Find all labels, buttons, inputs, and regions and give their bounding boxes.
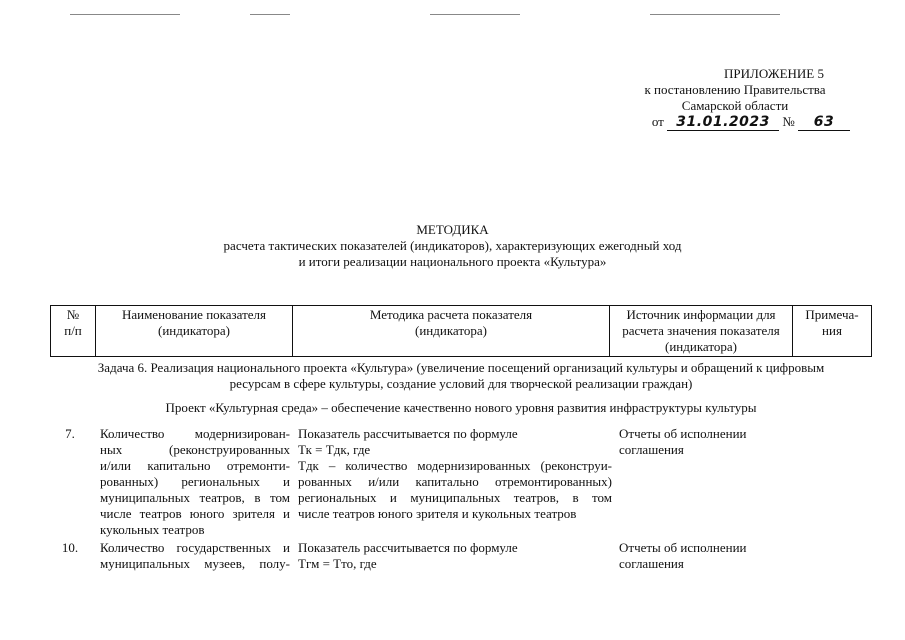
header-source-line: расчета значения показателя [622, 323, 780, 338]
header-name [96, 306, 293, 357]
project-text: Проект «Культурная среда» – обеспечение качественно нового уровня развития инфраструктуры культуры [165, 400, 757, 415]
text-line: Показатель рассчитывается по формуле [298, 426, 518, 441]
text-line: Тдк – количество модернизированных (реконструи- [298, 458, 612, 473]
text-line: Отчеты об исполнении [619, 426, 747, 441]
row-number: 10. [61, 540, 79, 555]
text-line: соглашения [619, 442, 684, 457]
text-line: ных (реконструированных [100, 442, 290, 457]
text-line: числе театров юного зрителя и кукольных театров [298, 506, 577, 521]
appendix-date-line [620, 114, 850, 131]
text-line: Отчеты об исполнении [619, 540, 747, 555]
row-indicator-name [100, 540, 290, 572]
text-line: и/или капитально отремонти- [100, 458, 290, 473]
formula-line: Тк = Тдк, где [298, 442, 371, 457]
document-title: МЕТОДИКА [416, 222, 489, 237]
header-source-line: (индикатора) [665, 339, 737, 354]
text-line: Количество государственных и [100, 540, 290, 555]
row-source [619, 540, 799, 572]
header-num-line: № [66, 307, 80, 322]
row-method [298, 540, 612, 572]
text-line: Количество модернизирован- [100, 426, 290, 441]
row-number: 7. [65, 426, 75, 441]
text-line: муниципальных театров, в том [100, 490, 290, 505]
task-line-1: Задача 6. Реализация национального проекта «Культура» (увеличение посещений организаций культуры и обращений к цифровым [97, 360, 825, 375]
formula-line: Тгм = Тто, где [298, 556, 377, 571]
date-value: 31.01.2023 [667, 115, 779, 131]
header-source [610, 306, 793, 357]
header-source-line: Источник информации для [626, 307, 776, 322]
text-line: рованных и/или капитально отремонтированных) [298, 474, 612, 489]
header-method-line: Методика расчета показателя [369, 307, 533, 322]
task-line-2: ресурсам в сфере культуры, создание условий для творческой реализации граждан) [229, 376, 693, 391]
header-num [51, 306, 96, 357]
scan-artifact-line [650, 14, 780, 15]
number-prefix: № [782, 114, 795, 129]
row-method [298, 426, 612, 522]
header-note-line: ния [822, 323, 842, 338]
header-note-line: Примеча- [805, 307, 859, 322]
document-subtitle-line-1: расчета тактических показателей (индикаторов), характеризующих ежегодный ход [223, 238, 682, 253]
text-line: кукольных театров [100, 522, 205, 537]
header-num-line: п/п [64, 323, 82, 338]
document-title-block [0, 222, 905, 270]
appendix-title: ПРИЛОЖЕНИЕ 5 [724, 66, 824, 81]
text-line: муниципальных музеев, полу- [100, 556, 290, 571]
header-note [793, 306, 872, 357]
appendix-line-1: к постановлению Правительства [644, 82, 826, 97]
header-method-line: (индикатора) [415, 323, 487, 338]
document-subtitle-line-2: и итоги реализации национального проекта «Культура» [298, 254, 607, 269]
text-line: числе театров юного зрителя и [100, 506, 290, 521]
header-method [293, 306, 610, 357]
text-line: рованных) региональных и [100, 474, 290, 489]
row-indicator-name [100, 426, 290, 538]
scan-artifact-line [430, 14, 520, 15]
date-prefix: от [651, 114, 664, 129]
header-name-line: Наименование показателя [121, 307, 267, 322]
row-source [619, 426, 799, 458]
text-line: региональных и муниципальных театров, в том [298, 490, 612, 505]
header-table [50, 305, 872, 357]
header-name-line: (индикатора) [158, 323, 230, 338]
header-row [51, 306, 872, 357]
number-value: 63 [798, 115, 850, 131]
scan-artifact-line [250, 14, 290, 15]
text-line: соглашения [619, 556, 684, 571]
appendix-block [620, 66, 850, 131]
scan-artifact-line [70, 14, 180, 15]
project-heading [50, 400, 872, 416]
task-heading [50, 360, 872, 392]
text-line: Показатель рассчитывается по формуле [298, 540, 518, 555]
appendix-line-2: Самарской области [681, 98, 789, 113]
